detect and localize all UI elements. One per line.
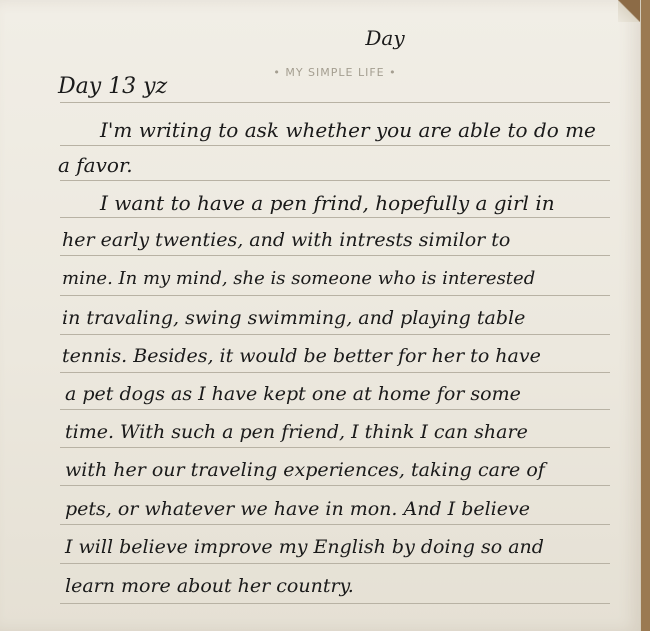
entry-line-10: with her our traveling experiences, taking care of xyxy=(65,459,545,481)
ruled-line xyxy=(60,524,610,525)
ruled-line xyxy=(60,295,610,296)
ruled-line xyxy=(60,334,610,335)
entry-heading: Day 13 yz xyxy=(58,74,168,99)
page-subtitle: • MY SIMPLE LIFE • xyxy=(273,66,397,79)
entry-line-8: a pet dogs as I have kept one at home for some xyxy=(65,383,521,405)
ruled-line xyxy=(60,180,610,181)
entry-line-5: mine. In my mind, she is someone who is interested xyxy=(62,268,536,289)
entry-line-11: pets, or whatever we have in mon. And I believe xyxy=(65,498,530,520)
ruled-line xyxy=(60,563,610,564)
ruled-line xyxy=(60,485,610,486)
page-title: Day xyxy=(365,26,405,50)
ruled-line xyxy=(60,603,610,604)
ruled-line xyxy=(60,372,610,373)
entry-line-13: learn more about her country. xyxy=(65,575,354,597)
entry-line-9: time. With such a pen friend, I think I can share xyxy=(65,421,528,443)
ruled-line xyxy=(60,409,610,410)
ruled-line xyxy=(60,255,610,256)
entry-line-3: I want to have a pen frind, hopefully a girl in xyxy=(100,191,555,215)
ruled-line xyxy=(60,447,610,448)
entry-line-1: I'm writing to ask whether you are able to do me xyxy=(100,118,596,142)
entry-line-2: a favor. xyxy=(58,153,133,177)
entry-line-4: her early twenties, and with intrests similor to xyxy=(62,229,511,251)
ruled-line xyxy=(60,145,610,146)
entry-line-7: tennis. Besides, it would be better for her to have xyxy=(62,345,541,367)
page-corner xyxy=(618,0,640,22)
ruled-line xyxy=(60,102,610,103)
ruled-line xyxy=(60,217,610,218)
entry-line-12: I will believe improve my English by doing so and xyxy=(65,536,544,558)
entry-line-6: in travaling, swing swimming, and playing table xyxy=(62,307,526,329)
